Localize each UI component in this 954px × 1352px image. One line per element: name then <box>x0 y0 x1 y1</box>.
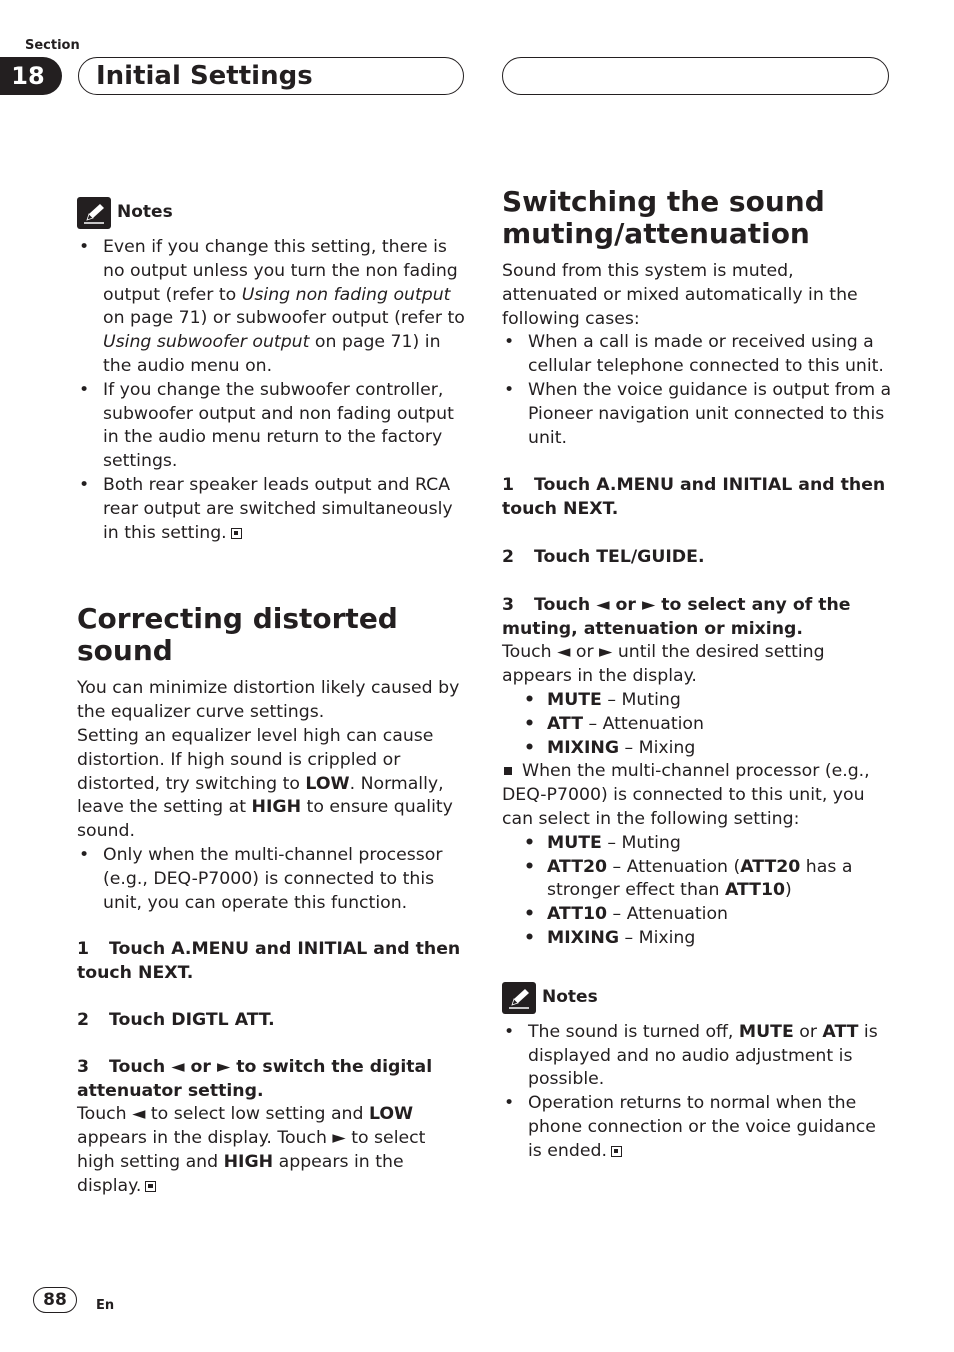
step-3-body: Touch ◄ to select low setting and LOW appears in the display. Touch ► to select high setting and HIGH appears in the display. <box>77 1104 426 1196</box>
notes-list <box>77 236 467 545</box>
notes-header <box>77 196 467 230</box>
notes-label: Notes <box>117 202 173 223</box>
right-column <box>502 186 892 1164</box>
page-number: 88 <box>33 1287 77 1313</box>
heading-sound-muting: Switching the sound muting/attenuation <box>502 185 825 250</box>
notes-list <box>502 1021 892 1164</box>
step-1: 1 Touch A.MENU and INITIAL and then touch NEXT. <box>77 939 461 984</box>
body-text: Setting an equalizer level high can cause distortion. If high sound is crippled or distorted, try switching to LOW. Normally, leave the setting at HIGH to ensure quality sound. <box>77 725 453 842</box>
option-mute: • MUTE – Muting <box>502 832 892 856</box>
section-title: Initial Settings <box>96 61 313 91</box>
step-3: 3 Touch ◄ or ► to select any of the muting, attenuation or mixing. <box>502 594 851 639</box>
notes-label: Notes <box>542 986 598 1007</box>
intro-text: You can minimize distortion likely caused by the equalizer curve settings. <box>77 678 460 723</box>
pencil-note-icon <box>502 982 536 1014</box>
left-column <box>77 196 467 1199</box>
note-item: • Even if you change this setting, there is no output unless you turn the non fading output (refer to Using non fading output on page 71) or subwoofer output (refer to Using subwoofer output on page 71) in the audio menu on. <box>77 236 467 379</box>
option-att10: • ATT10 – Attenuation <box>502 903 892 927</box>
list-item: • When the voice guidance is output from a Pioneer navigation unit connected to this unit. <box>502 379 892 450</box>
note-item: • Both rear speaker leads output and RCA rear output are switched simultaneously in this setting. <box>77 474 467 545</box>
list-item: • Only when the multi-channel processor (e.g., DEQ-P7000) is connected to this unit, you can operate this function. <box>77 844 467 915</box>
step-3: 3 Touch ◄ or ► to switch the digital attenuator setting. <box>77 1056 433 1101</box>
condition-list <box>77 844 467 915</box>
step-1: 1 Touch A.MENU and INITIAL and then touch NEXT. <box>502 475 886 520</box>
option-mixing: • MIXING – Mixing <box>502 927 892 951</box>
intro-text: Sound from this system is muted, attenuated or mixed automatically in the following cases: <box>502 261 858 329</box>
section-label: Section <box>25 38 80 53</box>
end-of-section-icon <box>145 1181 156 1192</box>
step-2: 2 Touch DIGTL ATT. <box>77 1009 275 1030</box>
cases-list <box>502 331 892 450</box>
multi-channel-note: When the multi-channel processor (e.g., DEQ-P7000) is connected to this unit, you can select in the following setting: <box>502 761 870 829</box>
option-mixing: • MIXING – Mixing <box>502 737 892 761</box>
note-item: • If you change the subwoofer controller, subwoofer output and non fading output in the audio menu return to the factory settings. <box>77 379 467 474</box>
header-right-box <box>502 57 889 95</box>
options-list <box>502 689 892 760</box>
option-att: • ATT – Attenuation <box>502 713 892 737</box>
end-of-section-icon <box>231 528 242 539</box>
note-item: • The sound is turned off, MUTE or ATT is displayed and no audio adjustment is possible. <box>502 1021 892 1092</box>
list-item: • When a call is made or received using a cellular telephone connected to this unit. <box>502 331 892 379</box>
step-2: 2 Touch TEL/GUIDE. <box>502 546 705 567</box>
square-bullet-icon <box>504 767 512 775</box>
language-label: En <box>96 1298 115 1313</box>
step-3-body: Touch ◄ or ► until the desired setting appears in the display. <box>502 642 825 687</box>
pencil-note-icon <box>77 197 111 229</box>
heading-correcting-distorted-sound: Correcting distorted sound <box>77 602 398 668</box>
notes-header <box>502 981 892 1015</box>
option-mute: • MUTE – Muting <box>502 689 892 713</box>
multi-options-list <box>502 832 892 951</box>
section-number-badge: 18 <box>0 57 62 95</box>
option-att20: • ATT20 – Attenuation (ATT20 has a stronger effect than ATT10) <box>502 856 892 904</box>
end-of-section-icon <box>611 1146 622 1157</box>
note-item: • Operation returns to normal when the phone connection or the voice guidance is ended. <box>502 1092 892 1163</box>
